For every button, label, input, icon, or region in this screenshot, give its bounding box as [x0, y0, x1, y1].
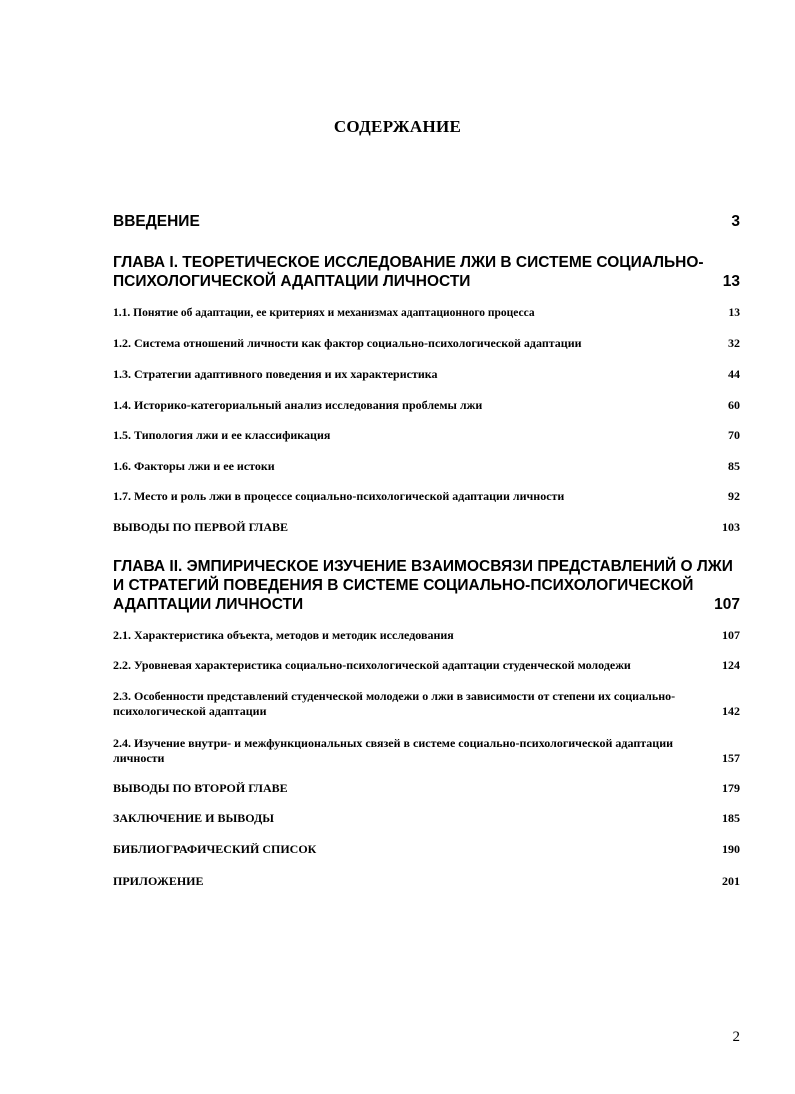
- toc-entry-text: 2.4. Изучение внутри- и межфункциональных связей в системе социально-психологической адаптации личности: [113, 736, 674, 765]
- toc-entry-page: 85: [728, 459, 740, 473]
- toc-entry-text: 1.5. Типология лжи и ее классификация: [113, 428, 331, 442]
- toc-entry-appendix[interactable]: [113, 874, 740, 889]
- toc-entry-page: 13: [728, 307, 740, 319]
- toc-entry-2-3[interactable]: [113, 689, 740, 719]
- toc-entry-text: ГЛАВА I. ТЕОРЕТИЧЕСКОЕ ИССЛЕДОВАНИЕ ЛЖИ В СИСТЕМЕ СОЦИАЛЬНО-ПСИХОЛОГИЧЕСКОЙ АДАПТАЦИИ ЛИЧНОСТИ: [113, 254, 704, 290]
- toc-entry-page: 185: [722, 811, 740, 825]
- toc-entry-1-5[interactable]: [113, 428, 740, 443]
- toc-entry-page: 92: [728, 489, 740, 503]
- toc-entry-1-4[interactable]: [113, 398, 740, 413]
- toc-entry-page: 179: [722, 781, 740, 795]
- toc-entry-text: ВВЕДЕНИЕ: [113, 213, 200, 230]
- toc-entry-page: 107: [722, 628, 740, 642]
- toc-entry-text: 1.6. Факторы лжи и ее истоки: [113, 459, 275, 473]
- toc-entry-2-1[interactable]: [113, 628, 740, 643]
- toc-entry-page: 44: [728, 367, 740, 381]
- toc-entry-page: 13: [722, 273, 740, 290]
- toc-entry-2-4[interactable]: [113, 736, 740, 766]
- toc-entry-chapter-1[interactable]: [113, 253, 740, 291]
- toc-entry-page: 201: [722, 874, 740, 888]
- page-number: 2: [732, 1029, 740, 1045]
- toc-entry-1-6[interactable]: [113, 459, 740, 474]
- toc-entry-text: 2.1. Характеристика объекта, методов и методик исследования: [113, 628, 454, 642]
- toc-entry-1-7[interactable]: [113, 489, 740, 504]
- toc-entry-text: БИБЛИОГРАФИЧЕСКИЙ СПИСОК: [113, 842, 317, 856]
- toc-entry-page: 157: [722, 751, 740, 765]
- toc-entry-chapter-2[interactable]: [113, 557, 740, 614]
- toc-entry-text: 1.1. Понятие об адаптации, ее критериях и механизмах адаптационного процесса: [113, 307, 535, 319]
- toc-entry-text: 2.3. Особенности представлений студенческой молодежи о лжи в зависимости от степени их социально-психологической адаптации: [113, 689, 676, 718]
- toc-entry-conclusions-chapter-2[interactable]: [113, 781, 740, 796]
- toc-entry-page: 32: [728, 336, 740, 350]
- toc-entry-text: ВЫВОДЫ ПО ВТОРОЙ ГЛАВЕ: [113, 781, 288, 795]
- toc-entry-conclusions-chapter-1[interactable]: [113, 520, 740, 535]
- toc-entry-1-2[interactable]: [113, 336, 740, 351]
- toc-entry-page: 103: [722, 520, 740, 534]
- toc-entry-text: ГЛАВА II. ЭМПИРИЧЕСКОЕ ИЗУЧЕНИЕ ВЗАИМОСВЯЗИ ПРЕДСТАВЛЕНИЙ О ЛЖИ И СТРАТЕГИЙ ПОВЕДЕНИЯ В СИСТЕМЕ СОЦИАЛЬНО-ПСИХОЛОГИЧЕСКОЙ АДАПТАЦИИ ЛИЧНОСТИ: [113, 558, 733, 613]
- toc-entry-text: 1.4. Историко-категориальный анализ исследования проблемы лжи: [113, 398, 483, 412]
- toc-entry-conclusion[interactable]: [113, 811, 740, 826]
- toc-entry-page: 70: [728, 428, 740, 442]
- toc-entry-text: ВЫВОДЫ ПО ПЕРВОЙ ГЛАВЕ: [113, 520, 289, 534]
- toc-entry-introduction[interactable]: [113, 212, 740, 231]
- page-title: СОДЕРЖАНИЕ: [333, 117, 462, 136]
- toc-entry-text: 1.2. Система отношений личности как фактор социально-психологической адаптации: [113, 336, 582, 350]
- toc-entry-text: 2.2. Уровневая характеристика социально-психологической адаптации студенческой молодежи: [113, 658, 631, 672]
- toc-entry-page: 190: [722, 842, 740, 856]
- toc-entry-page: 107: [714, 596, 740, 613]
- toc-entry-text: 1.7. Место и роль лжи в процессе социально-психологической адаптации личности: [113, 489, 565, 503]
- toc-entry-text: ЗАКЛЮЧЕНИЕ И ВЫВОДЫ: [113, 811, 275, 825]
- toc-entry-text: ПРИЛОЖЕНИЕ: [113, 874, 204, 888]
- toc-entry-1-1[interactable]: [113, 306, 740, 321]
- toc-entry-text: 1.3. Стратегии адаптивного поведения и их характеристика: [113, 367, 438, 381]
- toc-entry-page: 3: [731, 213, 740, 230]
- toc-entry-2-2[interactable]: [113, 658, 740, 673]
- toc-entry-page: 60: [728, 398, 740, 412]
- toc-entry-page: 124: [722, 658, 740, 672]
- toc-entry-1-3[interactable]: [113, 367, 740, 382]
- toc-entry-page: 142: [722, 704, 740, 718]
- toc-entry-bibliography[interactable]: [113, 842, 740, 857]
